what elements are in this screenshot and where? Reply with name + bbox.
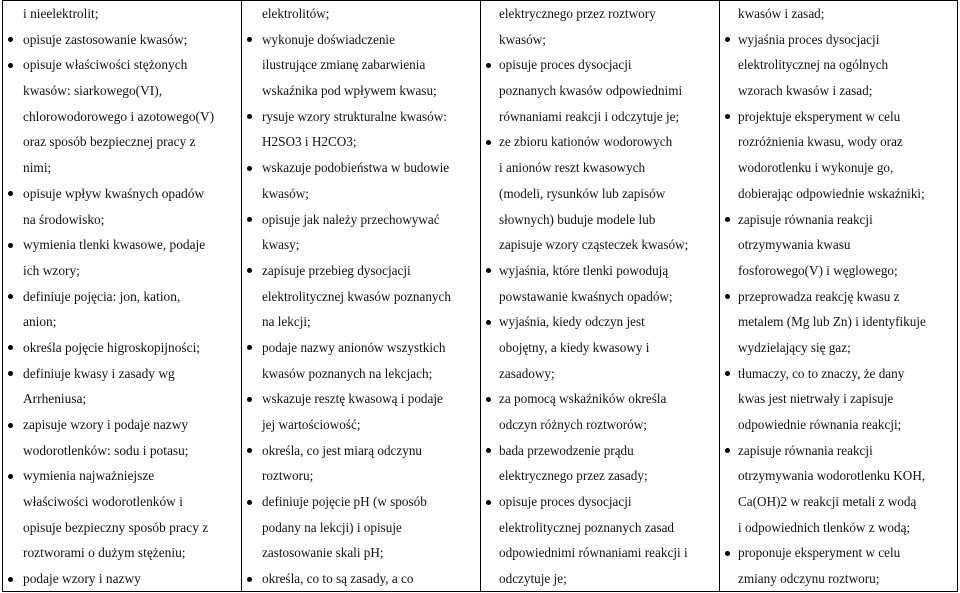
text-line: ilustrujące zmianę zabarwienia bbox=[262, 57, 426, 73]
text-line: otrzymywania kwasu bbox=[738, 237, 851, 253]
bullet-item-line: proponuje eksperyment w celu bbox=[720, 540, 957, 566]
bullet-item-line: opisuje wpływ kwaśnych opadów bbox=[3, 181, 241, 207]
text-line: elektrycznego przez zasady; bbox=[499, 468, 648, 484]
bullet-item-line: wymienia najważniejsze bbox=[3, 463, 241, 489]
table-column-1 bbox=[3, 1, 242, 591]
text-line: metalem (Mg lub Zn) i identyfikuje bbox=[738, 314, 926, 330]
text-line: roztworami o dużym stężeniu; bbox=[23, 545, 186, 561]
bullet-item-line: definiuje kwasy i zasady wg bbox=[3, 361, 241, 387]
text-line: rozróżnienia kwasu, wody oraz bbox=[738, 134, 903, 150]
text-line: elektrycznego przez roztwory bbox=[499, 6, 656, 21]
bullet-item-line: opisuje proces dysocjacji bbox=[481, 52, 719, 78]
text-line: oraz sposób bezpiecznej pracy z bbox=[23, 134, 196, 150]
text-line: zmiany odczynu roztworu; bbox=[738, 571, 880, 587]
bullet-item-line: podaje nazwy anionów wszystkich bbox=[242, 335, 480, 361]
text-line: kwasów; bbox=[262, 185, 309, 201]
text-line: odpowiednimi równaniami reakcji i bbox=[499, 545, 688, 561]
text-line: wskaźnika pod wpływem kwasu; bbox=[262, 83, 437, 99]
text-line: odczyn różnych roztworów; bbox=[499, 417, 647, 432]
bullet-item-line: wskazuje resztę kwasową i podaje bbox=[242, 386, 480, 412]
bullet-item-line: ze zbioru kationów wodorowych bbox=[481, 129, 719, 155]
text-line: jej wartościowość; bbox=[262, 417, 361, 432]
text-line: zapisuje wzory cząsteczek kwasów; bbox=[499, 237, 689, 253]
bullet-item-line: wyjaśnia, które tlenki powodują bbox=[481, 258, 719, 284]
text-line: otrzymywania wodorotlenku KOH, bbox=[738, 468, 926, 484]
bullet-item-line: podaje wzory i nazwy bbox=[3, 566, 241, 591]
bullet-item-line: definiuje pojęcie pH (w sposób bbox=[242, 489, 480, 515]
bullet-item-line: zapisuje równania reakcji bbox=[720, 207, 957, 233]
bullet-item-line: opisuje jak należy przechowywać bbox=[242, 207, 480, 233]
table-column-2 bbox=[242, 1, 481, 591]
text-line: kwasów i zasad; bbox=[738, 6, 825, 21]
text-line: anion; bbox=[23, 314, 57, 330]
bullet-item-line: rysuje wzory strukturalne kwasów: bbox=[242, 104, 480, 130]
text-line: nimi; bbox=[23, 160, 52, 176]
text-line: i anionów reszt kwasowych bbox=[499, 160, 646, 176]
bullet-item-line: określa, co jest miarą odczynu bbox=[242, 438, 480, 464]
bullet-item-line: wyjaśnia proces dysocjacji bbox=[720, 27, 957, 53]
text-line: i nieelektrolit; bbox=[23, 6, 99, 21]
bullet-item-line: wymienia tlenki kwasowe, podaje bbox=[3, 232, 241, 258]
bullet-item-line: wykonuje doświadczenie bbox=[242, 27, 480, 53]
text-line: (modeli, rysunków lub zapisów bbox=[499, 185, 666, 201]
bullet-item-line: projektuje eksperyment w celu bbox=[720, 104, 957, 130]
bullet-item-line: określa pojęcie higroskopijności; bbox=[3, 335, 241, 361]
text-line: kwasów: siarkowego(VI), bbox=[23, 83, 163, 99]
text-line: wydzielający się gaz; bbox=[738, 339, 851, 355]
bullet-item-line: opisuje zastosowanie kwasów; bbox=[3, 27, 241, 53]
bullet-item-line: zapisuje równania reakcji bbox=[720, 438, 957, 464]
text-line: równaniami reakcji i odczytuje je; bbox=[499, 108, 680, 124]
text-line: ich wzory; bbox=[23, 262, 80, 278]
text-line: kwasy; bbox=[262, 237, 300, 253]
bullet-item-line: definiuje pojęcia: jon, kation, bbox=[3, 284, 241, 310]
text-line: wzorach kwasów i zasad; bbox=[738, 83, 873, 99]
bullet-item-line: wyjaśnia, kiedy odczyn jest bbox=[481, 309, 719, 335]
text-line: kwas jest nietrwały i zapisuje bbox=[738, 391, 894, 407]
text-line: kwasów; bbox=[499, 31, 546, 47]
text-line: elektrolitycznej na ogólnych bbox=[738, 57, 889, 73]
text-line: na lekcji; bbox=[262, 314, 311, 330]
text-line: zastosowanie skali pH; bbox=[262, 545, 384, 561]
bullet-item-line: zapisuje przebieg dysocjacji bbox=[242, 258, 480, 284]
text-line: dobierając odpowiednie wskaźniki; bbox=[738, 185, 925, 201]
text-line: elektrolitycznej kwasów poznanych bbox=[262, 288, 451, 304]
text-line: kwasów poznanych na lekcjach; bbox=[262, 365, 433, 381]
text-line: fosforowego(V) i węglowego; bbox=[738, 262, 898, 278]
bullet-item-line: tłumaczy, co to znaczy, że dany bbox=[720, 361, 957, 387]
text-line: zasadowy; bbox=[499, 365, 555, 381]
text-line: obojętny, a kiedy kwasowy i bbox=[499, 339, 650, 355]
text-line: elektrolitów; bbox=[262, 6, 330, 21]
requirements-table bbox=[2, 0, 958, 592]
text-line: odczytuje je; bbox=[499, 571, 567, 587]
text-line: powstawanie kwaśnych opadów; bbox=[499, 288, 673, 304]
bullet-item-line: za pomocą wskaźników określa bbox=[481, 386, 719, 412]
text-line: roztworu; bbox=[262, 468, 314, 484]
text-line: właściwości wodorotlenków i bbox=[23, 494, 183, 510]
text-line: wodorotlenków: sodu i potasu; bbox=[23, 442, 189, 458]
text-line: odpowiednie równania reakcji; bbox=[738, 417, 902, 432]
text-line: H2SO3 i H2CO3; bbox=[262, 134, 357, 150]
text-line: opisuje bezpieczny sposób pracy z bbox=[23, 519, 209, 535]
bullet-item-line: opisuje właściwości stężonych bbox=[3, 52, 241, 78]
text-line: chlorowodorowego i azotowego(V) bbox=[23, 108, 215, 124]
bullet-item-line: wskazuje podobieństwa w budowie bbox=[242, 155, 480, 181]
bullet-item-line: opisuje proces dysocjacji bbox=[481, 489, 719, 515]
text-line: i odpowiednich tlenków z wodą; bbox=[738, 519, 911, 535]
bullet-item-line: bada przewodzenie prądu bbox=[481, 438, 719, 464]
table-column-4 bbox=[720, 1, 957, 591]
text-line: wodorotlenku i wykonuje go, bbox=[738, 160, 894, 176]
text-line: elektrolitycznej poznanych zasad bbox=[499, 519, 675, 535]
text-line: podany na lekcji) i opisuje bbox=[262, 519, 402, 535]
bullet-item-line: określa, co to są zasady, a co bbox=[242, 566, 480, 591]
text-line: poznanych kwasów odpowiednimi bbox=[499, 83, 683, 99]
text-line: słownych) buduje modele lub bbox=[499, 211, 656, 227]
bullet-item-line: zapisuje wzory i podaje nazwy bbox=[3, 412, 241, 438]
text-line: Ca(OH)2 w reakcji metali z wodą bbox=[738, 494, 917, 510]
bullet-item-line: przeprowadza reakcję kwasu z bbox=[720, 284, 957, 310]
text-line: Arrheniusa; bbox=[23, 391, 87, 407]
table-column-3 bbox=[481, 1, 720, 591]
text-line: na środowisko; bbox=[23, 211, 105, 227]
